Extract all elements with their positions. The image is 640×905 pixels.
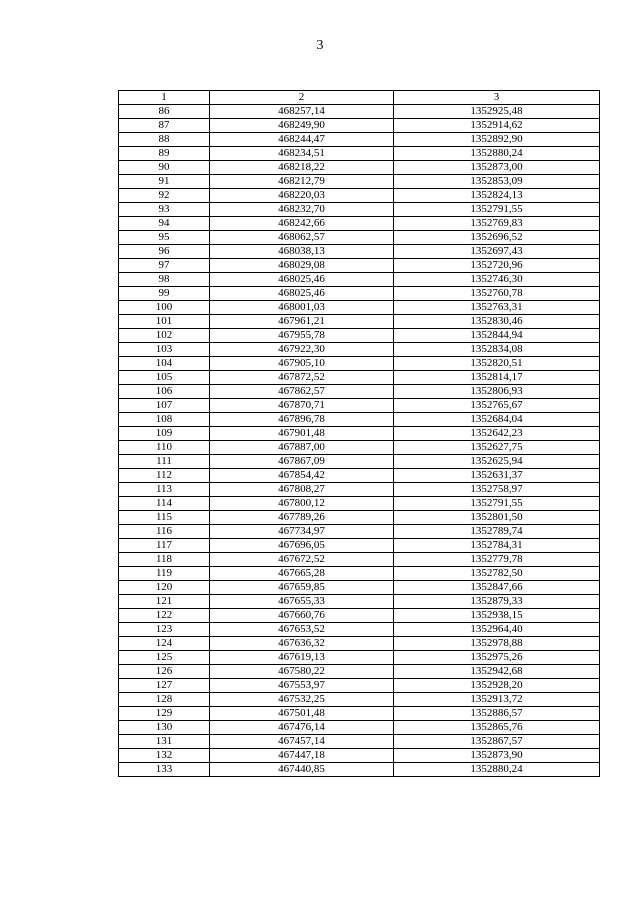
table-row <box>119 329 600 343</box>
cell-point-number: 106 <box>119 385 210 399</box>
cell-point-number: 116 <box>119 525 210 539</box>
cell-point-number: 99 <box>119 287 210 301</box>
cell-y: 1352784,31 <box>394 539 600 553</box>
cell-y: 1352978,88 <box>394 637 600 651</box>
cell-point-number: 123 <box>119 623 210 637</box>
table-row <box>119 539 600 553</box>
cell-y: 1352879,33 <box>394 595 600 609</box>
cell-y: 1352964,40 <box>394 623 600 637</box>
table-row <box>119 231 600 245</box>
cell-y: 1352892,90 <box>394 133 600 147</box>
cell-point-number: 102 <box>119 329 210 343</box>
cell-x: 467653,52 <box>210 623 394 637</box>
table-row <box>119 301 600 315</box>
cell-y: 1352791,55 <box>394 203 600 217</box>
cell-x: 467457,14 <box>210 735 394 749</box>
table-row <box>119 105 600 119</box>
cell-point-number: 101 <box>119 315 210 329</box>
cell-y: 1352814,17 <box>394 371 600 385</box>
table-row <box>119 707 600 721</box>
cell-point-number: 93 <box>119 203 210 217</box>
table-row <box>119 203 600 217</box>
cell-x: 468212,79 <box>210 175 394 189</box>
cell-y: 1352625,94 <box>394 455 600 469</box>
cell-y: 1352782,50 <box>394 567 600 581</box>
table-row <box>119 665 600 679</box>
cell-point-number: 95 <box>119 231 210 245</box>
table-row <box>119 217 600 231</box>
table-row <box>119 567 600 581</box>
cell-point-number: 121 <box>119 595 210 609</box>
table-row <box>119 455 600 469</box>
header-cell-y: 3 <box>394 91 600 105</box>
cell-x: 467532,25 <box>210 693 394 707</box>
cell-point-number: 120 <box>119 581 210 595</box>
cell-y: 1352760,78 <box>394 287 600 301</box>
cell-x: 467901,48 <box>210 427 394 441</box>
cell-point-number: 114 <box>119 497 210 511</box>
cell-x: 467961,21 <box>210 315 394 329</box>
cell-y: 1352914,62 <box>394 119 600 133</box>
cell-point-number: 125 <box>119 651 210 665</box>
table-header-row <box>119 91 600 105</box>
table-row <box>119 119 600 133</box>
table-row <box>119 651 600 665</box>
cell-x: 467896,78 <box>210 413 394 427</box>
cell-x: 468220,03 <box>210 189 394 203</box>
cell-point-number: 124 <box>119 637 210 651</box>
cell-x: 467580,22 <box>210 665 394 679</box>
cell-y: 1352697,43 <box>394 245 600 259</box>
cell-x: 467553,97 <box>210 679 394 693</box>
cell-y: 1352791,55 <box>394 497 600 511</box>
cell-x: 467808,27 <box>210 483 394 497</box>
table-row <box>119 469 600 483</box>
table-row <box>119 609 600 623</box>
cell-point-number: 108 <box>119 413 210 427</box>
cell-x: 468249,90 <box>210 119 394 133</box>
cell-point-number: 111 <box>119 455 210 469</box>
cell-y: 1352801,50 <box>394 511 600 525</box>
cell-y: 1352873,90 <box>394 749 600 763</box>
cell-y: 1352938,15 <box>394 609 600 623</box>
cell-x: 468025,46 <box>210 273 394 287</box>
cell-point-number: 89 <box>119 147 210 161</box>
cell-y: 1352684,04 <box>394 413 600 427</box>
table-row <box>119 581 600 595</box>
cell-y: 1352806,93 <box>394 385 600 399</box>
cell-y: 1352975,26 <box>394 651 600 665</box>
cell-x: 468257,14 <box>210 105 394 119</box>
cell-point-number: 88 <box>119 133 210 147</box>
cell-x: 467870,71 <box>210 399 394 413</box>
table-row <box>119 511 600 525</box>
table-body <box>119 91 600 777</box>
cell-x: 467734,97 <box>210 525 394 539</box>
cell-point-number: 97 <box>119 259 210 273</box>
table-row <box>119 259 600 273</box>
table-row <box>119 623 600 637</box>
cell-x: 467854,42 <box>210 469 394 483</box>
cell-point-number: 129 <box>119 707 210 721</box>
cell-y: 1352830,46 <box>394 315 600 329</box>
cell-x: 468062,57 <box>210 231 394 245</box>
table-row <box>119 483 600 497</box>
cell-point-number: 112 <box>119 469 210 483</box>
cell-x: 467619,13 <box>210 651 394 665</box>
cell-x: 468244,47 <box>210 133 394 147</box>
cell-x: 467862,57 <box>210 385 394 399</box>
cell-x: 467872,52 <box>210 371 394 385</box>
cell-x: 467447,18 <box>210 749 394 763</box>
cell-x: 468218,22 <box>210 161 394 175</box>
cell-point-number: 115 <box>119 511 210 525</box>
cell-point-number: 118 <box>119 553 210 567</box>
cell-point-number: 96 <box>119 245 210 259</box>
cell-y: 1352880,24 <box>394 147 600 161</box>
table-row <box>119 343 600 357</box>
cell-y: 1352720,96 <box>394 259 600 273</box>
cell-point-number: 131 <box>119 735 210 749</box>
table-row <box>119 763 600 777</box>
cell-point-number: 103 <box>119 343 210 357</box>
cell-point-number: 90 <box>119 161 210 175</box>
table-row <box>119 161 600 175</box>
cell-x: 468242,66 <box>210 217 394 231</box>
cell-x: 468025,46 <box>210 287 394 301</box>
cell-y: 1352867,57 <box>394 735 600 749</box>
table-row <box>119 273 600 287</box>
cell-y: 1352913,72 <box>394 693 600 707</box>
cell-y: 1352765,67 <box>394 399 600 413</box>
table-row <box>119 749 600 763</box>
cell-point-number: 94 <box>119 217 210 231</box>
coordinates-table <box>118 90 600 777</box>
cell-x: 467655,33 <box>210 595 394 609</box>
cell-y: 1352834,08 <box>394 343 600 357</box>
cell-y: 1352925,48 <box>394 105 600 119</box>
cell-x: 467476,14 <box>210 721 394 735</box>
cell-point-number: 127 <box>119 679 210 693</box>
table-row <box>119 637 600 651</box>
cell-x: 467887,00 <box>210 441 394 455</box>
cell-point-number: 91 <box>119 175 210 189</box>
cell-x: 468029,08 <box>210 259 394 273</box>
cell-y: 1352631,37 <box>394 469 600 483</box>
cell-y: 1352789,74 <box>394 525 600 539</box>
cell-x: 468001,03 <box>210 301 394 315</box>
cell-point-number: 86 <box>119 105 210 119</box>
cell-point-number: 100 <box>119 301 210 315</box>
cell-x: 467922,30 <box>210 343 394 357</box>
table-row <box>119 175 600 189</box>
cell-y: 1352642,23 <box>394 427 600 441</box>
cell-point-number: 105 <box>119 371 210 385</box>
cell-point-number: 107 <box>119 399 210 413</box>
table-row <box>119 525 600 539</box>
cell-point-number: 130 <box>119 721 210 735</box>
cell-x: 468038,13 <box>210 245 394 259</box>
table-row <box>119 413 600 427</box>
table-row <box>119 595 600 609</box>
cell-x: 467672,52 <box>210 553 394 567</box>
table-row <box>119 399 600 413</box>
table-row <box>119 735 600 749</box>
cell-point-number: 132 <box>119 749 210 763</box>
cell-x: 467800,12 <box>210 497 394 511</box>
page-number: 3 <box>316 38 324 53</box>
cell-y: 1352763,31 <box>394 301 600 315</box>
table-row <box>119 287 600 301</box>
cell-y: 1352928,20 <box>394 679 600 693</box>
cell-x: 467905,10 <box>210 357 394 371</box>
cell-x: 467636,32 <box>210 637 394 651</box>
cell-y: 1352853,09 <box>394 175 600 189</box>
table-row <box>119 721 600 735</box>
table-row <box>119 245 600 259</box>
cell-y: 1352746,30 <box>394 273 600 287</box>
cell-y: 1352865,76 <box>394 721 600 735</box>
table-row <box>119 693 600 707</box>
cell-x: 467696,05 <box>210 539 394 553</box>
table-row <box>119 315 600 329</box>
cell-y: 1352627,75 <box>394 441 600 455</box>
cell-y: 1352696,52 <box>394 231 600 245</box>
cell-x: 467867,09 <box>210 455 394 469</box>
cell-y: 1352758,97 <box>394 483 600 497</box>
cell-y: 1352847,66 <box>394 581 600 595</box>
cell-point-number: 133 <box>119 763 210 777</box>
header-cell-point-number: 1 <box>119 91 210 105</box>
table-row <box>119 441 600 455</box>
cell-y: 1352779,78 <box>394 553 600 567</box>
cell-x: 467955,78 <box>210 329 394 343</box>
table-row <box>119 679 600 693</box>
table-row <box>119 189 600 203</box>
cell-point-number: 98 <box>119 273 210 287</box>
cell-x: 467665,28 <box>210 567 394 581</box>
cell-x: 467501,48 <box>210 707 394 721</box>
cell-x: 467440,85 <box>210 763 394 777</box>
table-row <box>119 371 600 385</box>
cell-y: 1352820,51 <box>394 357 600 371</box>
cell-y: 1352824,13 <box>394 189 600 203</box>
header-cell-x: 2 <box>210 91 394 105</box>
cell-x: 468232,70 <box>210 203 394 217</box>
table-row <box>119 357 600 371</box>
cell-y: 1352873,00 <box>394 161 600 175</box>
table-row <box>119 427 600 441</box>
cell-y: 1352769,83 <box>394 217 600 231</box>
table-row <box>119 133 600 147</box>
cell-x: 467660,76 <box>210 609 394 623</box>
cell-point-number: 92 <box>119 189 210 203</box>
table-row <box>119 553 600 567</box>
table-row <box>119 385 600 399</box>
cell-x: 468234,51 <box>210 147 394 161</box>
cell-point-number: 109 <box>119 427 210 441</box>
cell-x: 467659,85 <box>210 581 394 595</box>
cell-y: 1352886,57 <box>394 707 600 721</box>
cell-point-number: 87 <box>119 119 210 133</box>
cell-point-number: 126 <box>119 665 210 679</box>
cell-point-number: 117 <box>119 539 210 553</box>
cell-y: 1352880,24 <box>394 763 600 777</box>
cell-x: 467789,26 <box>210 511 394 525</box>
table-row <box>119 497 600 511</box>
cell-y: 1352942,68 <box>394 665 600 679</box>
cell-point-number: 113 <box>119 483 210 497</box>
cell-point-number: 128 <box>119 693 210 707</box>
cell-point-number: 104 <box>119 357 210 371</box>
cell-point-number: 122 <box>119 609 210 623</box>
table-row <box>119 147 600 161</box>
cell-point-number: 110 <box>119 441 210 455</box>
cell-y: 1352844,94 <box>394 329 600 343</box>
cell-point-number: 119 <box>119 567 210 581</box>
